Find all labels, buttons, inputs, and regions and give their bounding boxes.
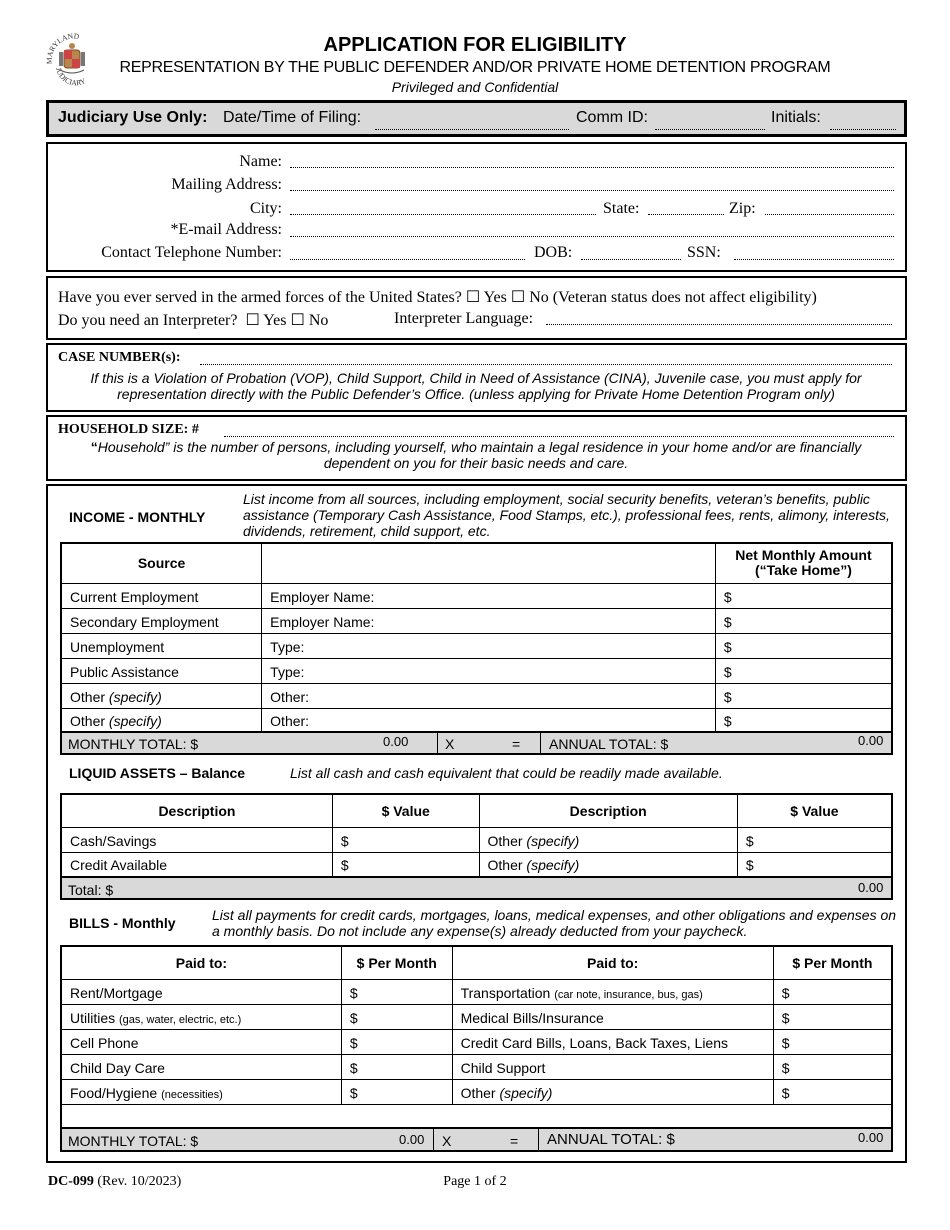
- interpreter-language-field[interactable]: [546, 324, 892, 325]
- email-label: *E-mail Address:: [170, 221, 282, 238]
- assets-col-desc-right: Description: [479, 794, 737, 827]
- assets-row: [61, 852, 892, 877]
- case-number-label: CASE NUMBER(s):: [58, 350, 181, 365]
- bill-left-0-label: Rent/Mortgage: [70, 984, 163, 1001]
- income-monthly-total-value[interactable]: 0.00: [383, 734, 409, 749]
- income-source-2[interactable]: [61, 633, 262, 658]
- income-source-1[interactable]: [61, 608, 262, 633]
- assets-col-desc-left: Description: [61, 794, 332, 827]
- bill-right-1-label: Medical Bills/Insurance: [460, 1009, 604, 1026]
- income-detail-4[interactable]: Other:: [262, 683, 716, 708]
- income-annual-total-value[interactable]: 0.00: [858, 733, 884, 748]
- asset-left-0-label: Cash/Savings: [70, 832, 157, 849]
- income-amount-2[interactable]: $: [715, 633, 892, 658]
- bills-monthly-total-label: MONTHLY TOTAL: $: [68, 1133, 199, 1149]
- household-size-label: HOUSEHOLD SIZE: #: [58, 422, 199, 437]
- bill-left-4-label: Food/Hygiene: [70, 1084, 158, 1101]
- bill-right-value-4[interactable]: $: [773, 1079, 892, 1104]
- income-detail-1[interactable]: Employer Name:: [262, 608, 716, 633]
- assets-header-row: [61, 794, 892, 827]
- dob-field[interactable]: [581, 259, 681, 260]
- income-heading: INCOME - MONTHLY: [69, 509, 206, 525]
- income-col-amount: Net Monthly Amount (“Take Home”): [715, 543, 892, 583]
- income-row: [61, 608, 892, 633]
- zip-field[interactable]: [765, 214, 894, 215]
- household-note-text: Household” is the number of persons, including yourself, who maintain a legal residence in your home and/or are financially dependent on you for their basic needs and care.: [97, 439, 862, 471]
- ssn-label: SSN:: [687, 244, 721, 261]
- form-id: DC-099: [48, 1174, 94, 1189]
- bills-col-month-left: $ Per Month: [341, 946, 452, 979]
- email-field[interactable]: [290, 236, 894, 237]
- asset-left-1-label: Credit Available: [70, 857, 168, 873]
- asset-right-value-0[interactable]: $: [737, 827, 892, 852]
- income-instructions: List income from all sources, including employment, social security benefits, veteran’s benefits, public assistance (Temporary Cash Assistance, Food Stamps, etc.), professional fees, rents, alimony, interests, dividends, retirement, child support, etc.: [243, 491, 890, 539]
- armed-no-checkbox[interactable]: ☐: [510, 289, 526, 306]
- income-col-detail: [262, 543, 716, 583]
- bill-right-0-label: Transportation: [460, 984, 551, 1001]
- svg-text:MARYLAND: MARYLAND: [44, 31, 80, 65]
- income-source-4-note: (specify): [108, 688, 162, 705]
- asset-right-0[interactable]: [479, 827, 737, 852]
- assets-table: [60, 793, 893, 878]
- bills-header-row: [61, 946, 892, 979]
- bills-x-sign: X: [442, 1133, 452, 1149]
- armed-forces-row: [58, 287, 817, 307]
- svg-text:JUDICIARY: JUDICIARY: [53, 66, 87, 88]
- income-amount-1[interactable]: $: [715, 608, 892, 633]
- form-title: APPLICATION FOR ELIGIBILITY: [323, 34, 627, 56]
- judiciary-use-label: Judiciary Use Only:: [58, 109, 208, 126]
- assets-total-label: Total: $: [68, 882, 114, 898]
- bills-instructions: List all payments for credit cards, mortgages, loans, medical expenses, and other obligations and expenses on a monthly basis. Do not include any expense(s) already deducted from your paycheck.: [212, 907, 897, 939]
- bills-row: [61, 1079, 892, 1104]
- asset-left-0[interactable]: [61, 827, 332, 852]
- bills-row: [61, 979, 892, 1004]
- mailing-address-field[interactable]: [290, 190, 894, 191]
- bill-right-4-note: (specify): [499, 1084, 553, 1101]
- confidential-note: Privileged and Confidential: [391, 79, 559, 95]
- bills-heading: BILLS - Monthly: [69, 915, 176, 931]
- bills-col-paid-left: Paid to:: [61, 946, 341, 979]
- dob-label: DOB:: [534, 244, 573, 261]
- service-section: [46, 276, 907, 340]
- income-row: [61, 708, 892, 733]
- bill-left-1[interactable]: [61, 1004, 341, 1029]
- assets-total-row: [60, 876, 893, 900]
- zip-label: Zip:: [729, 200, 756, 217]
- name-field[interactable]: [290, 167, 894, 168]
- interp-no-checkbox[interactable]: ☐: [290, 312, 305, 329]
- assets-instructions: List all cash and cash equivalent that could be readily made available.: [290, 765, 723, 781]
- armed-forces-question: Have you ever served in the armed forces of the United States?: [58, 289, 462, 306]
- income-row: [61, 633, 892, 658]
- bill-right-0-note: (car note, insurance, bus, gas): [554, 988, 703, 1001]
- income-row: [61, 683, 892, 708]
- bill-left-3[interactable]: [61, 1054, 341, 1079]
- interp-yes-label: Yes: [263, 312, 287, 329]
- initials-field[interactable]: [830, 129, 896, 130]
- income-amount-5[interactable]: $: [715, 708, 892, 733]
- armed-no-label: No: [529, 289, 549, 306]
- interp-no-label: No: [308, 312, 329, 329]
- ssn-field[interactable]: [734, 259, 894, 260]
- bill-left-value-4[interactable]: $: [341, 1079, 452, 1104]
- initials-label: Initials:: [771, 109, 821, 126]
- income-amount-3[interactable]: $: [715, 658, 892, 683]
- asset-right-1-label: Other: [487, 857, 523, 873]
- bills-row: [61, 1029, 892, 1054]
- mailing-address-label: Mailing Address:: [171, 176, 282, 193]
- asset-right-0-label: Other: [487, 832, 523, 849]
- bill-left-value-0[interactable]: $: [341, 979, 452, 1004]
- interpreter-language-label: Interpreter Language:: [394, 310, 534, 327]
- income-annual-total-label: ANNUAL TOTAL: $: [549, 736, 669, 752]
- armed-yes-label: Yes: [483, 289, 507, 306]
- comm-id-field[interactable]: [655, 129, 765, 130]
- asset-right-1[interactable]: [479, 852, 737, 877]
- bill-left-1-note: (gas, water, electric, etc.): [119, 1013, 242, 1026]
- page-number: Page 1 of 2: [443, 1174, 507, 1189]
- income-source-5-note: (specify): [108, 713, 162, 729]
- bill-right-value-0[interactable]: $: [773, 979, 892, 1004]
- assets-col-value-left: $ Value: [332, 794, 479, 827]
- income-source-0[interactable]: [61, 583, 262, 608]
- bill-right-4-label: Other: [460, 1084, 496, 1101]
- bill-left-2-label: Cell Phone: [70, 1034, 139, 1051]
- income-source-3-label: Public Assistance: [70, 663, 179, 680]
- bills-equals-sign: =: [510, 1133, 519, 1149]
- income-equals-sign: =: [512, 736, 521, 752]
- income-header-row: [61, 543, 892, 583]
- income-row: [61, 658, 892, 683]
- income-detail-2[interactable]: Type:: [262, 633, 716, 658]
- name-label: Name:: [239, 153, 282, 170]
- household-note-quote: “: [90, 439, 98, 455]
- interpreter-row: [58, 310, 328, 330]
- date-time-field[interactable]: [375, 129, 569, 130]
- household-note: [70, 439, 882, 471]
- bill-right-value-2[interactable]: $: [773, 1029, 892, 1054]
- bills-row: [61, 1054, 892, 1079]
- city-field[interactable]: [290, 214, 596, 215]
- bills-blank-cell: [61, 1104, 892, 1129]
- bills-col-paid-right: Paid to:: [452, 946, 773, 979]
- phone-label: Contact Telephone Number:: [101, 244, 282, 261]
- phone-field[interactable]: [290, 259, 525, 260]
- bill-right-3-label: Child Support: [460, 1059, 546, 1076]
- bills-row: [61, 1004, 892, 1029]
- veteran-note: (Veteran status does not affect eligibility): [552, 289, 817, 306]
- bill-left-value-2[interactable]: $: [341, 1029, 452, 1054]
- bill-right-2[interactable]: [452, 1029, 773, 1054]
- income-source-1-label: Secondary Employment: [70, 613, 219, 630]
- asset-right-1-note: (specify): [526, 857, 580, 873]
- interpreter-question: Do you need an Interpreter?: [58, 312, 238, 329]
- bill-right-1[interactable]: [452, 1004, 773, 1029]
- income-source-2-label: Unemployment: [70, 638, 165, 655]
- asset-left-value-0[interactable]: $: [332, 827, 479, 852]
- household-size-field[interactable]: [224, 436, 894, 437]
- armed-yes-checkbox[interactable]: ☐: [465, 289, 481, 306]
- income-detail-5[interactable]: Other:: [262, 708, 716, 733]
- bill-right-4[interactable]: [452, 1079, 773, 1104]
- asset-left-1[interactable]: [61, 852, 332, 877]
- bills-col-month-right: $ Per Month: [773, 946, 892, 979]
- bill-right-value-3[interactable]: $: [773, 1054, 892, 1079]
- income-source-5-label: Other: [70, 713, 106, 729]
- state-label: State:: [603, 200, 640, 217]
- case-number-note: If this is a Violation of Probation (VOP), Child Support, Child in Need of Assistance (CINA), Juvenile case, you must apply for representation directly with the Public Defender’s Office. (unless applying for Private Home Detention Program only): [90, 370, 862, 402]
- assets-heading: LIQUID ASSETS – Balance: [69, 765, 246, 781]
- form-revision: (Rev. 10/2023): [97, 1174, 182, 1189]
- income-source-0-label: Current Employment: [70, 588, 199, 605]
- bills-monthly-total-value[interactable]: 0.00: [399, 1132, 425, 1147]
- income-source-4-label: Other: [70, 688, 106, 705]
- bills-annual-total-label: ANNUAL TOTAL: $: [547, 1131, 675, 1148]
- income-detail-0[interactable]: Employer Name:: [262, 583, 716, 608]
- assets-row: [61, 827, 892, 852]
- bills-blank-row: [61, 1104, 892, 1129]
- case-number-field[interactable]: [200, 364, 892, 365]
- bill-left-2[interactable]: [61, 1029, 341, 1054]
- bill-left-3-label: Child Day Care: [70, 1059, 165, 1076]
- assets-col-value-right: $ Value: [737, 794, 892, 827]
- bill-right-0[interactable]: [452, 979, 773, 1004]
- asset-right-value-1[interactable]: $: [737, 852, 892, 877]
- income-source-3[interactable]: [61, 658, 262, 683]
- asset-right-0-note: (specify): [526, 832, 580, 849]
- assets-total-value[interactable]: 0.00: [858, 880, 884, 895]
- comm-id-label: Comm ID:: [576, 109, 648, 126]
- income-detail-3[interactable]: Type:: [262, 658, 716, 683]
- date-time-label: Date/Time of Filing:: [223, 109, 362, 126]
- asset-left-value-1[interactable]: $: [332, 852, 479, 877]
- city-label: City:: [249, 200, 282, 217]
- bill-right-value-1[interactable]: $: [773, 1004, 892, 1029]
- income-col-source: Source: [61, 543, 262, 583]
- bill-left-0[interactable]: [61, 979, 341, 1004]
- bills-table: [60, 945, 893, 1130]
- state-field[interactable]: [648, 214, 724, 215]
- bill-right-3[interactable]: [452, 1054, 773, 1079]
- income-x-sign: X: [445, 736, 455, 752]
- interp-yes-checkbox[interactable]: ☐: [245, 312, 260, 329]
- bill-left-1-label: Utilities: [70, 1009, 116, 1026]
- bill-right-2-label: Credit Card Bills, Loans, Back Taxes, Liens: [460, 1034, 728, 1051]
- income-amount-0[interactable]: $: [715, 583, 892, 608]
- bill-left-value-3[interactable]: $: [341, 1054, 452, 1079]
- bills-annual-total-value[interactable]: 0.00: [858, 1130, 884, 1145]
- income-table: [60, 542, 893, 734]
- income-source-5[interactable]: [61, 708, 262, 733]
- bill-left-value-1[interactable]: $: [341, 1004, 452, 1029]
- income-row: [61, 583, 892, 608]
- form-subtitle: REPRESENTATION BY THE PUBLIC DEFENDER AND/OR PRIVATE HOME DETENTION PROGRAM: [119, 59, 831, 76]
- income-source-4[interactable]: [61, 683, 262, 708]
- income-monthly-total-label: MONTHLY TOTAL: $: [68, 736, 199, 752]
- bill-left-4[interactable]: [61, 1079, 341, 1104]
- income-amount-4[interactable]: $: [715, 683, 892, 708]
- bill-left-4-note: (necessities): [161, 1088, 223, 1101]
